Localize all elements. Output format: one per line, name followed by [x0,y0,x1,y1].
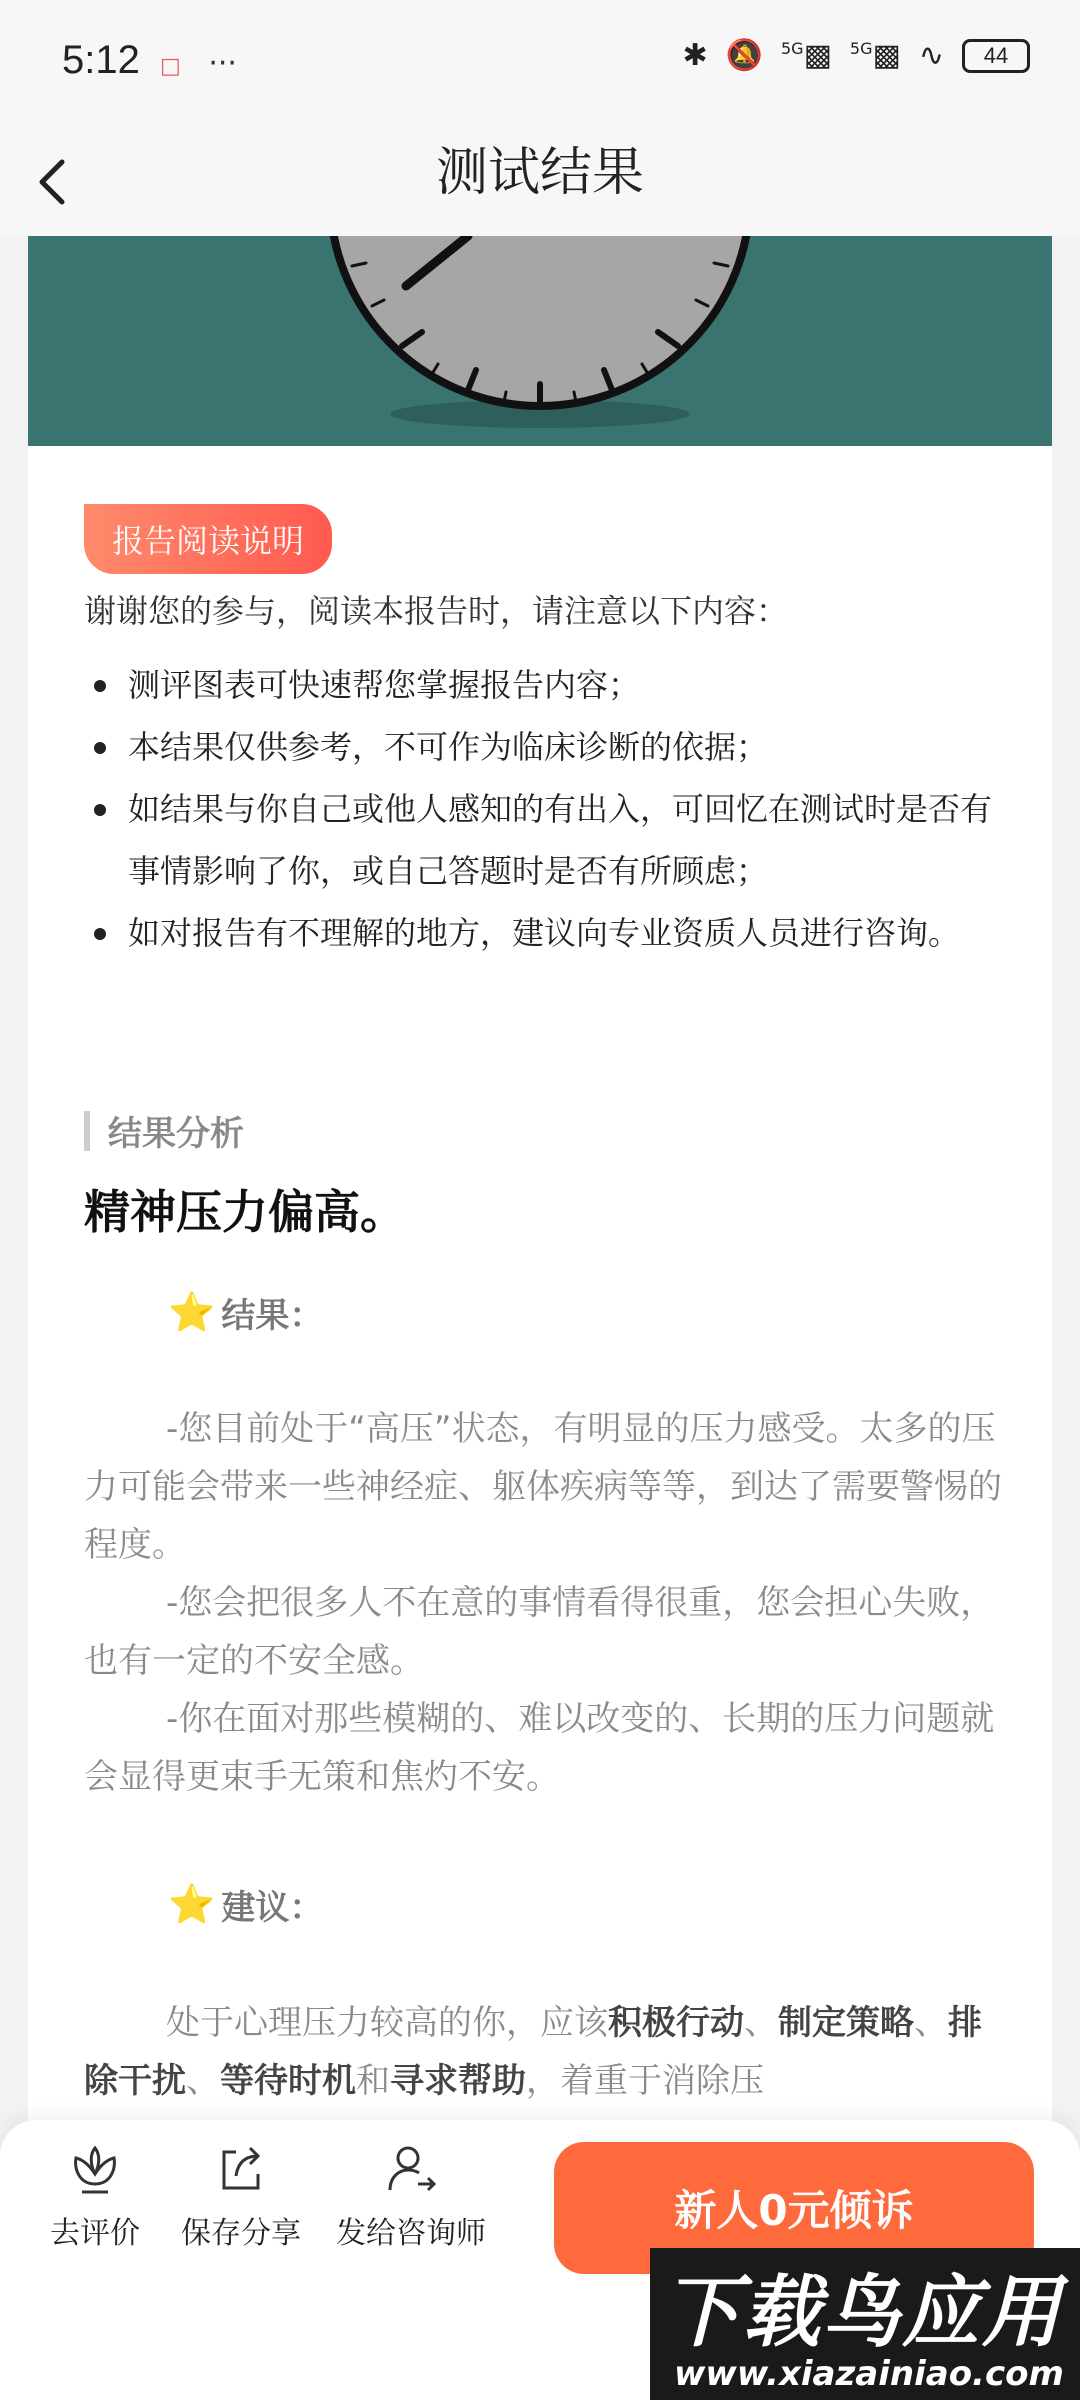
result-subheading [168,1288,323,1337]
battery-icon: 44 [962,39,1030,73]
clock-icon [28,236,1052,446]
signal-icon-2: $^{5G}$▩ [849,38,901,73]
advice-label: 建议： [221,1888,324,1928]
rate-label: 去评价 [50,2216,140,2251]
wifi-icon: ∿ [918,38,944,73]
watermark-title: 下载鸟应用 [662,2268,1063,2358]
result-paragraph: -您目前处于“高压”状态，有明显的压力感受。太多的压力可能会带来一些神经症、躯体疾病等等，到达了需要警惕的程度。 [84,1409,1002,1565]
result-paragraph: -您会把很多人不在意的事情看得很重，您会担心失败，也有一定的不安全感。 [84,1583,995,1681]
watermark-url: www.xiazainiao.com [674,2354,1064,2394]
result-headline: 精神压力偏高。 [84,1185,406,1239]
status-time: 5:12 [62,38,140,82]
app-bar [0,130,1080,236]
star-icon: ⭐ [168,1882,216,1926]
report-card [28,236,1052,2400]
flower-icon [66,2140,124,2198]
watermark [650,2248,1080,2400]
result-label: 结果： [221,1296,324,1336]
save-share-button[interactable] [166,2140,316,2252]
save-share-label: 保存分享 [181,2216,301,2251]
mute-icon: 🔕 [725,38,763,73]
notification-icon: □ [160,54,181,79]
bluetooth-icon: ✱ [682,38,708,73]
section-title: 结果分析 [108,1114,244,1154]
clock-illustration [28,236,1052,446]
free-consult-button[interactable]: 新人0元倾诉 [554,2142,1034,2274]
advice-subheading [168,1880,323,1929]
result-paragraph: -你在面对那些模糊的、难以改变的、长期的压力问题就会显得更束手无策和焦灼不安。 [84,1699,995,1797]
advice-paragraph: 处于心理压力较高的你，应该积极行动、制定策略、排除干扰、等待时机和寻求帮助，着重于消除压 [84,2003,982,2101]
send-to-counselor-label: 发给咨询师 [336,2216,486,2251]
page-title: 测试结果 [435,143,644,203]
list-item: 本结果仅供参考，不可作为临床诊断的依据； [84,716,1014,778]
tips-intro: 谢谢您的参与，阅读本报告时，请注意以下内容： [84,592,789,630]
list-item: 如对报告有不理解的地方，建议向专业资质人员进行咨询。 [84,902,1014,964]
rate-button[interactable] [20,2140,170,2252]
status-bar [0,0,1080,130]
section-accent-bar [84,1111,90,1151]
signal-icon-1: $^{5G}$▩ [780,38,832,73]
status-left-icons [160,46,237,81]
send-to-counselor-button[interactable] [336,2140,486,2252]
user-send-icon [382,2140,440,2198]
list-item: 测评图表可快速帮您掌握报告内容； [84,654,1014,716]
more-dots-icon: ··· [208,46,237,81]
star-icon: ⭐ [168,1290,216,1334]
share-icon [212,2140,270,2198]
status-right-icons [682,38,1030,73]
section-header-analysis [84,1106,244,1155]
report-reading-guide-badge: 报告阅读说明 [84,504,332,574]
list-item: 如结果与你自己或他人感知的有出入，可回忆在测试时是否有事情影响了你，或自己答题时是否有所顾虑； [84,778,1014,902]
tips-list [84,654,1014,964]
